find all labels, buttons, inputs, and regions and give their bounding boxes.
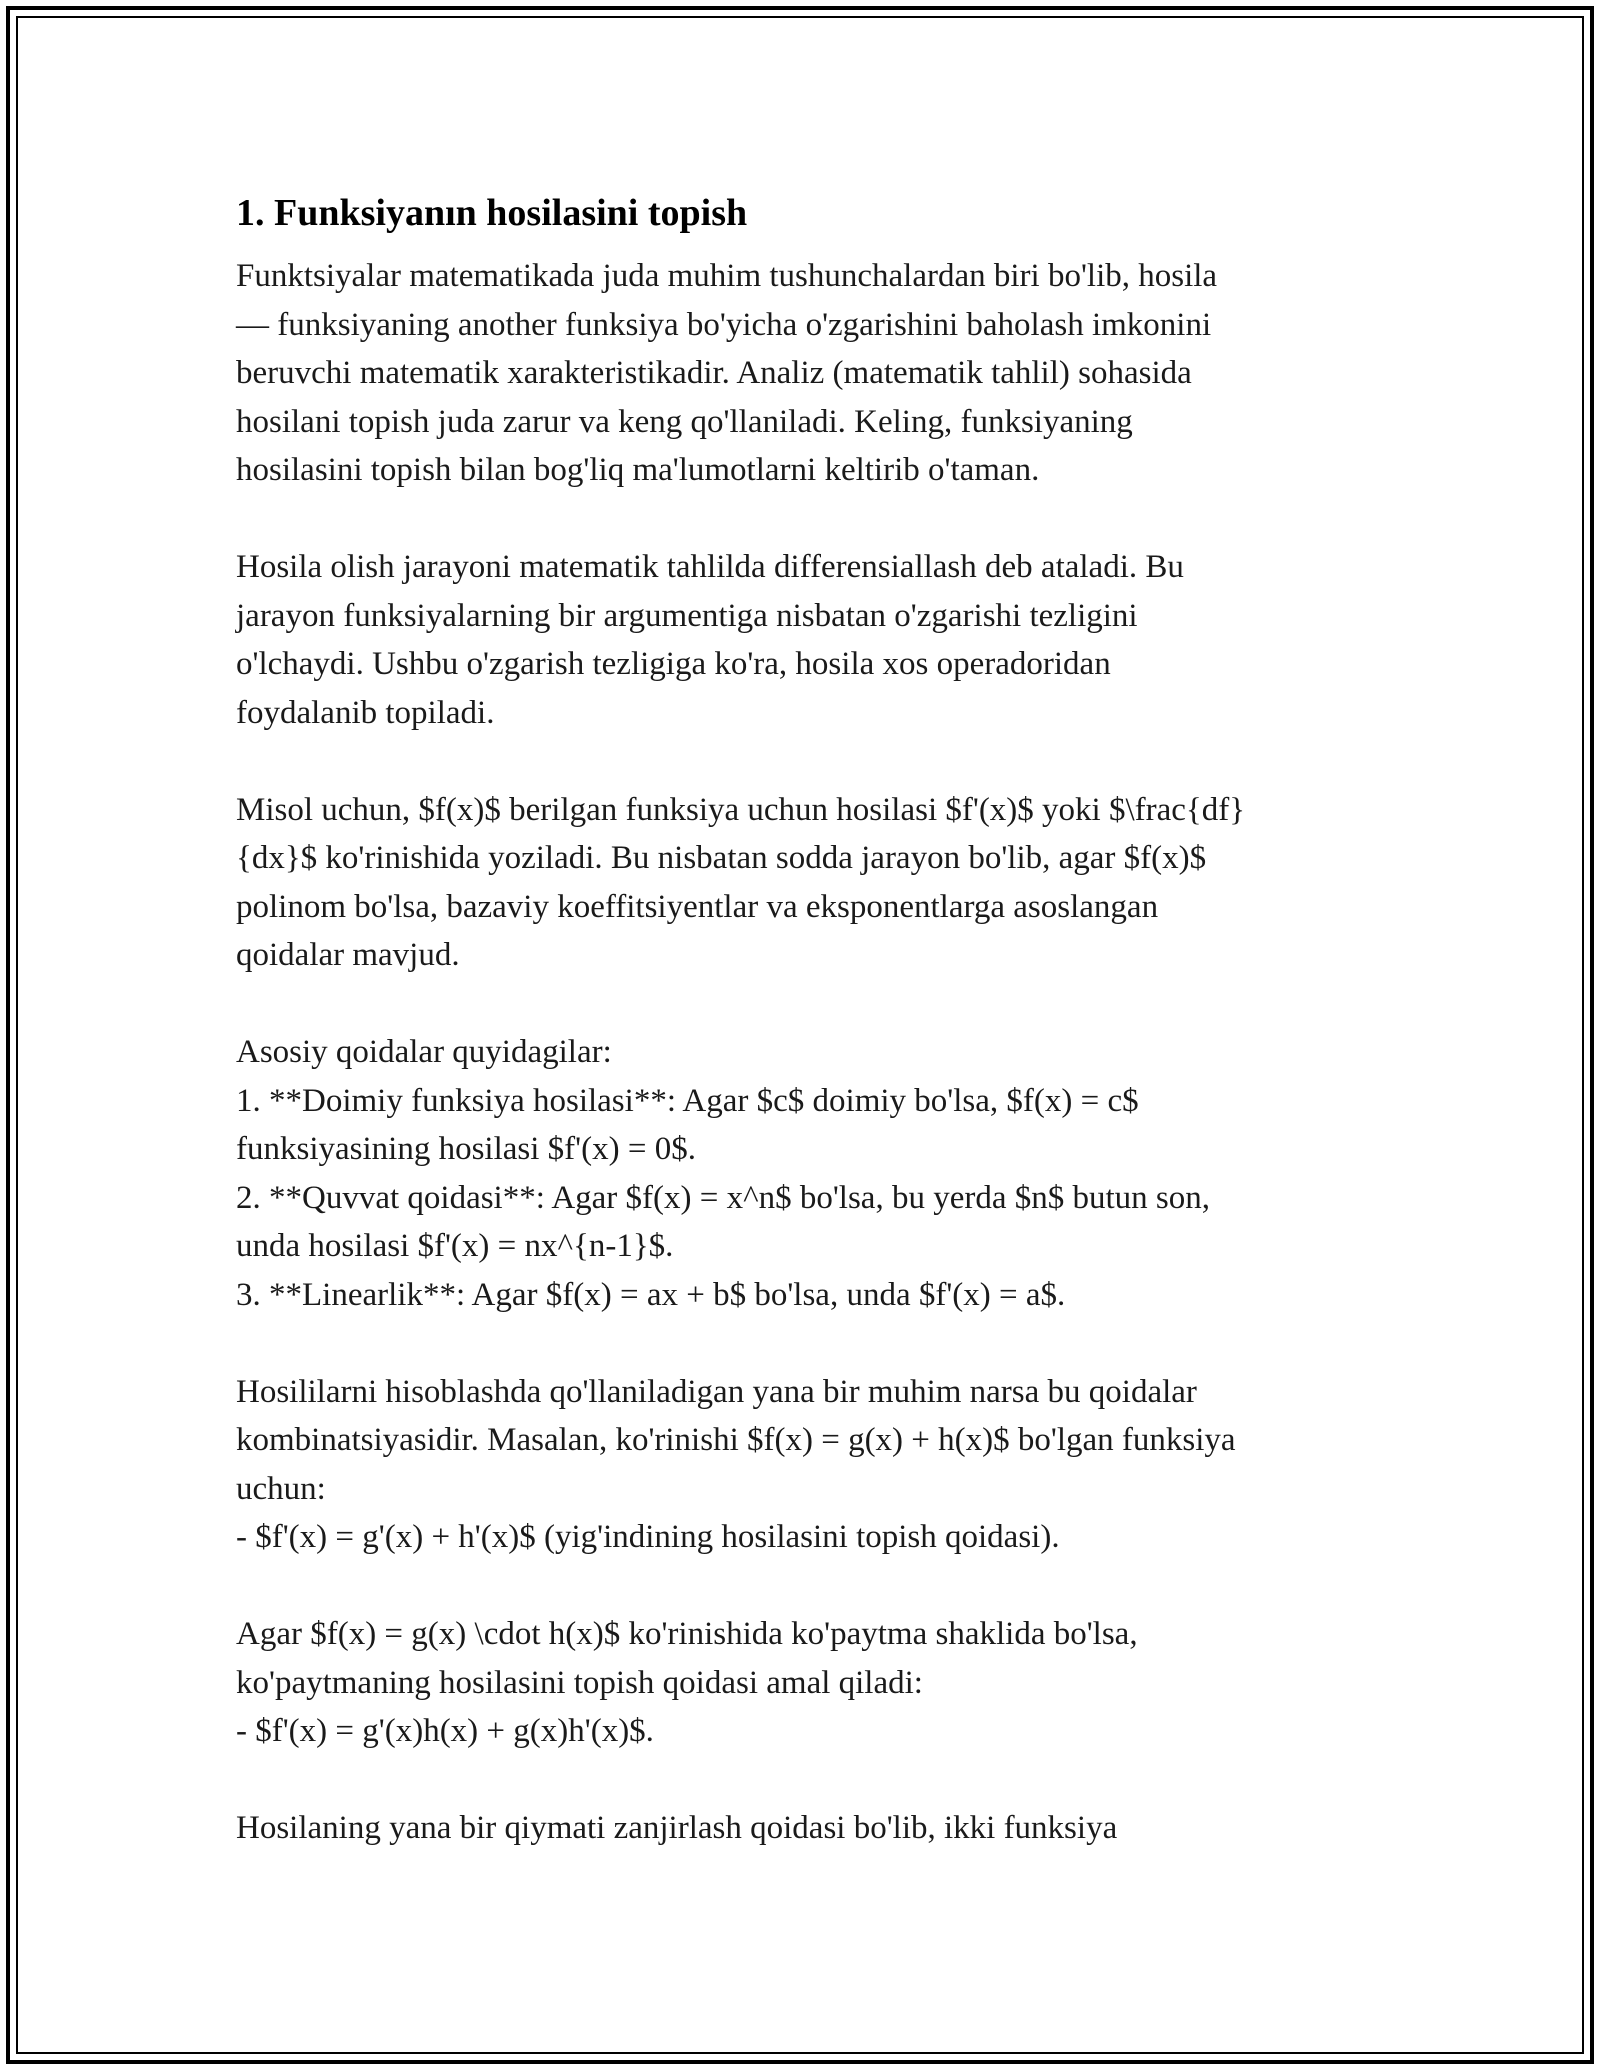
paragraph bbox=[236, 543, 1366, 737]
paragraph-list bbox=[236, 252, 1366, 1853]
text-line: Funktsiyalar matematikada juda muhim tushunchalardan biri bo'lib, hosila bbox=[236, 258, 1218, 294]
text-line: {dx}$ ko'rinishida yoziladi. Bu nisbatan sodda jarayon bo'lib, agar $f(x)$ bbox=[236, 840, 1207, 876]
text-line: funksiyasining hosilasi $f'(x) = 0$. bbox=[236, 1131, 696, 1167]
text-line: foydalanib topiladi. bbox=[236, 694, 495, 731]
paragraph bbox=[236, 786, 1366, 980]
text-line: kombinatsiyasidir. Masalan, ko'rinishi $f(x) = g(x) + h(x)$ bo'lgan funksiya bbox=[236, 1422, 1236, 1458]
text-line: — funksiyaning another funksiya bo'yicha o'zgarishini baholash imkonini bbox=[236, 306, 1212, 343]
text-line: - $f'(x) = g'(x) + h'(x)$ (yig'indining hosilasini topish qoidasi). bbox=[236, 1519, 1060, 1555]
text-line: uchun: bbox=[236, 1470, 326, 1507]
text-line: Hosililarni hisoblashda qo'llaniladigan yana bir muhim narsa bu qoidalar bbox=[236, 1373, 1197, 1410]
paragraph bbox=[236, 1804, 1366, 1853]
text-line: Asosiy qoidalar quyidagilar: bbox=[236, 1034, 612, 1070]
document-body bbox=[236, 180, 1366, 1901]
text-line: jarayon funksiyalarning bir argumentiga nisbatan o'zgarishi tezligini bbox=[236, 597, 1138, 634]
page-title: 1. Funksiyanın hosilasini topish bbox=[236, 192, 748, 234]
text-line: polinom bo'lsa, bazaviy koeffitsiyentlar va eksponentlarga asoslangan bbox=[236, 888, 1159, 925]
text-line: qoidalar mavjud. bbox=[236, 937, 460, 973]
paragraph bbox=[236, 1028, 1366, 1319]
text-line: - $f'(x) = g'(x)h(x) + g(x)h'(x)$. bbox=[236, 1713, 654, 1749]
text-line: 2. **Quvvat qoidasi**: Agar $f(x) = x^n$ bo'lsa, bu yerda $n$ butun son, bbox=[236, 1179, 1210, 1216]
text-line: unda hosilasi $f'(x) = nx^{n-1}$. bbox=[236, 1228, 674, 1264]
text-line: Hosilaning yana bir qiymati zanjirlash qoidasi bo'lib, ikki funksiya bbox=[236, 1810, 1118, 1846]
text-line: Agar $f(x) = g(x) \cdot h(x)$ ko'rinishida ko'paytma shaklida bo'lsa, bbox=[236, 1616, 1138, 1652]
text-line: 3. **Linearlik**: Agar $f(x) = ax + b$ bo'lsa, unda $f'(x) = a$. bbox=[236, 1276, 1066, 1313]
text-line: hosilasini topish bilan bog'liq ma'lumotlarni keltirib o'taman. bbox=[236, 452, 1040, 488]
text-line: 1. **Doimiy funksiya hosilasi**: Agar $c$ doimiy bo'lsa, $f(x) = c$ bbox=[236, 1082, 1139, 1119]
text-line: Hosila olish jarayoni matematik tahlilda differensiallash deb ataladi. Bu bbox=[236, 549, 1184, 585]
text-line: beruvchi matematik xarakteristikadir. Analiz (matematik tahlil) sohasida bbox=[236, 355, 1192, 391]
text-line: Misol uchun, $f(x)$ berilgan funksiya uchun hosilasi $f'(x)$ yoki $\frac{df} bbox=[236, 791, 1246, 828]
paragraph bbox=[236, 1610, 1366, 1756]
paragraph bbox=[236, 1368, 1366, 1562]
text-line: o'lchaydi. Ushbu o'zgarish tezligiga ko'ra, hosila xos operadoridan bbox=[236, 646, 1111, 682]
text-line: hosilani topish juda zarur va keng qo'llaniladi. Keling, funksiyaning bbox=[236, 403, 1133, 440]
text-line: ko'paytmaning hosilasini topish qoidasi amal qiladi: bbox=[236, 1664, 923, 1701]
paragraph bbox=[236, 252, 1366, 495]
